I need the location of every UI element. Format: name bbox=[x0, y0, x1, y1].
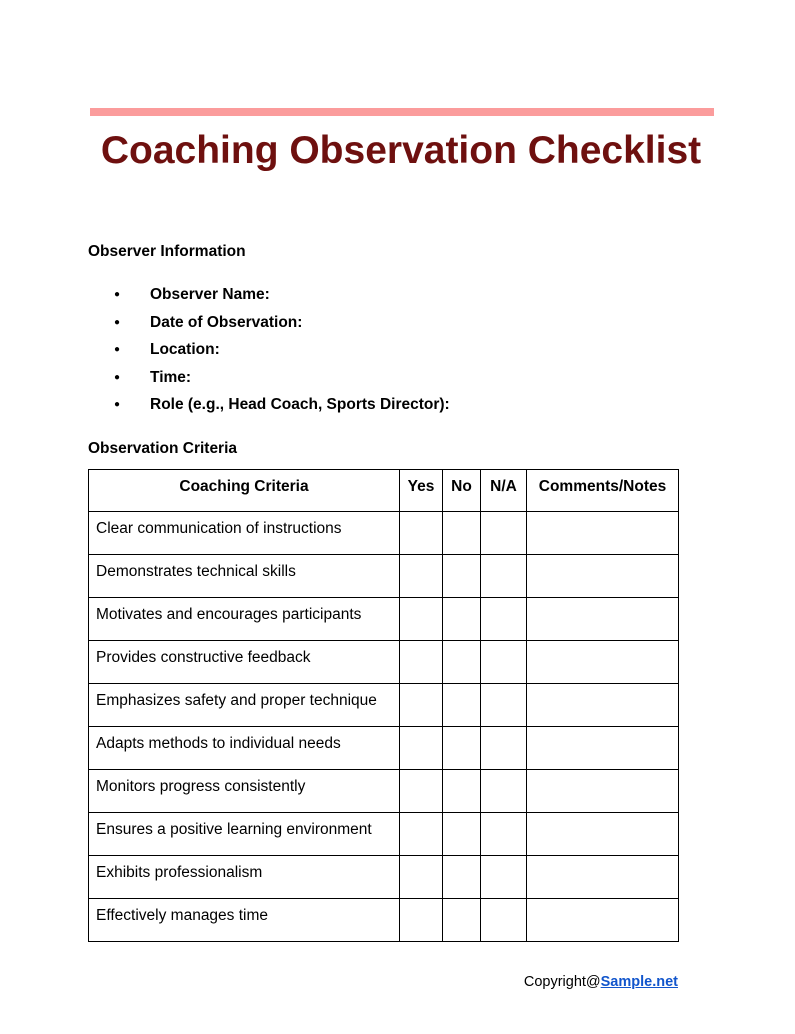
observer-info-item-name: ● Observer Name: bbox=[88, 281, 688, 309]
comments-cell bbox=[527, 684, 679, 727]
na-cell bbox=[481, 641, 527, 684]
observer-info-item-time: ● Time: bbox=[88, 364, 688, 392]
criteria-cell: Effectively manages time bbox=[89, 899, 400, 942]
observer-info-item-location: ● Location: bbox=[88, 336, 688, 364]
criteria-cell: Motivates and encourages participants bbox=[89, 598, 400, 641]
yes-cell bbox=[400, 899, 443, 942]
comments-cell bbox=[527, 598, 679, 641]
criteria-cell: Ensures a positive learning environment bbox=[89, 813, 400, 856]
observation-criteria-heading: Observation Criteria bbox=[88, 440, 238, 457]
no-cell bbox=[443, 813, 481, 856]
table-row bbox=[89, 512, 679, 555]
comments-cell bbox=[527, 727, 679, 770]
no-cell bbox=[443, 684, 481, 727]
criteria-cell: Adapts methods to individual needs bbox=[89, 727, 400, 770]
observer-info-list bbox=[88, 281, 688, 419]
comments-cell bbox=[527, 555, 679, 598]
comments-cell bbox=[527, 813, 679, 856]
na-cell bbox=[481, 813, 527, 856]
column-header-yes: Yes bbox=[400, 470, 443, 512]
observer-info-item-date: ● Date of Observation: bbox=[88, 309, 688, 337]
yes-cell bbox=[400, 512, 443, 555]
na-cell bbox=[481, 684, 527, 727]
na-cell bbox=[481, 727, 527, 770]
comments-cell bbox=[527, 641, 679, 684]
criteria-cell: Emphasizes safety and proper technique bbox=[89, 684, 400, 727]
observer-info-item-role: ● Role (e.g., Head Coach, Sports Director): bbox=[88, 391, 688, 419]
yes-cell bbox=[400, 641, 443, 684]
na-cell bbox=[481, 770, 527, 813]
table-row bbox=[89, 770, 679, 813]
observer-information-heading: Observer Information bbox=[88, 243, 246, 260]
column-header-comments: Comments/Notes bbox=[527, 470, 679, 512]
no-cell bbox=[443, 770, 481, 813]
criteria-cell: Exhibits professionalism bbox=[89, 856, 400, 899]
table-row bbox=[89, 598, 679, 641]
column-header-na: N/A bbox=[481, 470, 527, 512]
no-cell bbox=[443, 727, 481, 770]
yes-cell bbox=[400, 555, 443, 598]
yes-cell bbox=[400, 727, 443, 770]
criteria-cell: Demonstrates technical skills bbox=[89, 555, 400, 598]
table-row bbox=[89, 813, 679, 856]
criteria-cell: Provides constructive feedback bbox=[89, 641, 400, 684]
copyright-text: Copyright@ bbox=[523, 974, 601, 990]
table-row bbox=[89, 899, 679, 942]
yes-cell bbox=[400, 770, 443, 813]
na-cell bbox=[481, 598, 527, 641]
no-cell bbox=[443, 555, 481, 598]
na-cell bbox=[481, 555, 527, 598]
no-cell bbox=[443, 512, 481, 555]
no-cell bbox=[443, 598, 481, 641]
table-row bbox=[89, 555, 679, 598]
no-cell bbox=[443, 641, 481, 684]
criteria-cell: Monitors progress consistently bbox=[89, 770, 400, 813]
observation-table bbox=[88, 469, 679, 942]
table-row bbox=[89, 641, 679, 684]
page-title: Coaching Observation Checklist bbox=[100, 129, 702, 172]
footer bbox=[88, 974, 678, 990]
na-cell bbox=[481, 899, 527, 942]
yes-cell bbox=[400, 598, 443, 641]
no-cell bbox=[443, 899, 481, 942]
yes-cell bbox=[400, 684, 443, 727]
yes-cell bbox=[400, 856, 443, 899]
table-header-row bbox=[89, 470, 679, 512]
sample-net-link[interactable]: Sample.net bbox=[600, 974, 678, 990]
na-cell bbox=[481, 512, 527, 555]
criteria-cell: Clear communication of instructions bbox=[89, 512, 400, 555]
comments-cell bbox=[527, 770, 679, 813]
column-header-no: No bbox=[443, 470, 481, 512]
comments-cell bbox=[527, 512, 679, 555]
column-header-coaching-criteria: Coaching Criteria bbox=[89, 470, 400, 512]
table-row bbox=[89, 684, 679, 727]
table-row bbox=[89, 727, 679, 770]
no-cell bbox=[443, 856, 481, 899]
na-cell bbox=[481, 856, 527, 899]
accent-bar bbox=[90, 108, 714, 116]
table-row bbox=[89, 856, 679, 899]
comments-cell bbox=[527, 899, 679, 942]
comments-cell bbox=[527, 856, 679, 899]
yes-cell bbox=[400, 813, 443, 856]
